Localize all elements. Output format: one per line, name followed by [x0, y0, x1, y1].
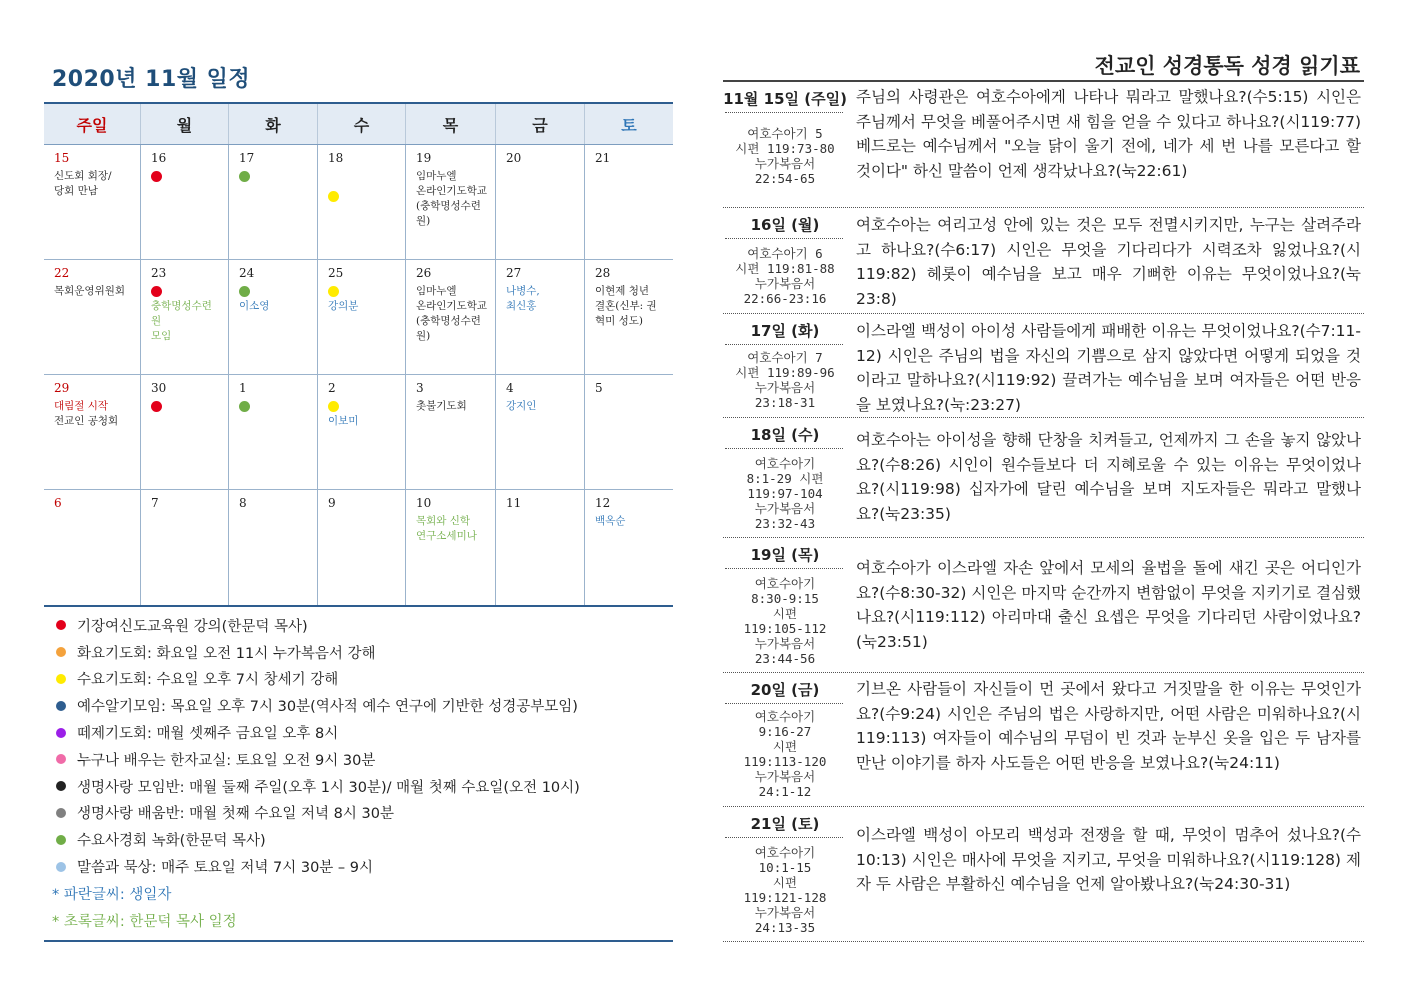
day-number: 8 — [239, 496, 247, 510]
calendar-day-cell — [228, 260, 317, 374]
day-event-text: 전교인 공청회 — [54, 415, 119, 427]
reading-row — [723, 418, 1364, 538]
day-event-text: 목회운영위원회 — [54, 285, 126, 297]
reading-date-divider — [725, 238, 843, 239]
calendar-day-cell — [44, 375, 140, 489]
legend-label: 누구나 배우는 한자교실: 토요일 오전 9시 30분 — [77, 752, 376, 769]
calendar-week — [44, 375, 673, 490]
calendar-day-cell — [584, 490, 673, 605]
legend-item — [44, 666, 673, 693]
calendar-day-cell — [44, 145, 140, 259]
reading-questions: 이스라엘 백성이 아이성 사람들에게 패배한 이유는 무엇이었나요?(수7:11-12) 시인은 주님의 법을 자신의 기쁨으로 삼지 않았다면 어떻게 되었을 것이라고 말하나요?(시119:92) 끌려가는 예수님을 보며 여자들은 어떤 반응을 보였나요?(눅:23:27) — [856, 322, 1361, 414]
reading-date-divider — [725, 703, 843, 704]
day-number: 24 — [239, 266, 255, 280]
calendar-day-cell — [228, 375, 317, 489]
legend-list — [44, 612, 673, 880]
reading-date: 20일 (금) — [750, 681, 820, 699]
event-dot-icon — [328, 191, 339, 202]
event-dot-icon — [239, 401, 250, 412]
event-dot-icon — [151, 171, 162, 182]
calendar-day-cell — [495, 260, 584, 374]
legend-dot-icon — [56, 620, 66, 630]
day-number: 11 — [506, 496, 522, 510]
calendar-body — [44, 145, 673, 607]
day-number: 4 — [506, 381, 514, 395]
reading-row — [723, 208, 1364, 314]
day-number: 25 — [328, 266, 344, 280]
reading-date: 16일 (월) — [750, 216, 820, 234]
event-dot-icon — [328, 401, 339, 412]
day-number: 1 — [239, 381, 247, 395]
legend-dot-icon — [56, 862, 66, 872]
event-dot-icon — [239, 171, 250, 182]
event-dot-icon — [239, 286, 250, 297]
reading-references: 여호수아기 8:30-9:15 시편 119:105-112 누가복음서 23:44-56 — [743, 576, 827, 666]
calendar-day-cell — [317, 145, 405, 259]
calendar-day-cell — [44, 260, 140, 374]
legend-note-pastor: * 초록글씨: 한문덕 목사 일정 — [52, 913, 237, 930]
day-number: 29 — [54, 381, 70, 395]
calendar-day-cell — [584, 375, 673, 489]
reading-date-divider — [725, 112, 843, 113]
reading-questions: 여호수아가 이스라엘 자손 앞에서 모세의 율법을 돌에 새긴 곳은 어디인가요?(수8:30-32) 시인은 마지막 순간까지 변함없이 무엇을 지키기로 결심했나요?(시119:112) 아리마대 출신 요셉은 무엇을 기다리던 사람이었나요?(눅23:51) — [856, 559, 1361, 651]
legend-dot-icon — [56, 808, 66, 818]
legend-item — [44, 692, 673, 719]
calendar-day-cell — [495, 375, 584, 489]
legend-item — [44, 719, 673, 746]
reading-date-divider — [725, 448, 843, 449]
day-event-text: 강지인 — [506, 400, 537, 412]
calendar-day-cell — [495, 490, 584, 605]
legend-item — [44, 746, 673, 773]
legend-item — [44, 800, 673, 827]
calendar-day-cell — [405, 375, 495, 489]
day-event-text: 강의분 — [328, 300, 359, 312]
event-dot-icon — [151, 286, 162, 297]
day-number: 12 — [595, 496, 611, 510]
reading-questions: 기브온 사람들이 자신들이 먼 곳에서 왔다고 거짓말을 한 이유는 무엇인가요?(수9:24) 시인은 주님의 법은 사랑하지만, 어떤 사람은 미워하나요?(시119:113) 여자들이 예수님의 무덤이 빈 것과 눈부신 옷을 입은 두 남자를 만난 이야기를 하자 사도들은 어떤 반응을 보였나요?(눅24:11) — [856, 680, 1361, 772]
reading-date: 19일 (목) — [750, 546, 820, 564]
calendar-day-cell — [405, 145, 495, 259]
reading-questions: 주님의 사령관은 여호수아에게 나타나 뭐라고 말했나요?(수5:15) 시인은 주님께서 무엇을 베풀어주시면 새 힘을 얻을 수 있다고 하나요?(시119:77) 베드로는 예수님께서 "오늘 닭이 울기 전에, 네가 세 번 나를 모른다고 할 것이다" 하신 말씀이 언제 생각났나요?(눅22:61) — [856, 88, 1361, 180]
calendar-day-cell — [44, 490, 140, 605]
calendar-day-cell — [495, 145, 584, 259]
calendar-day-cell — [317, 490, 405, 605]
legend-label: 수요기도회: 수요일 오후 7시 창세기 강해 — [77, 672, 339, 689]
calendar-day-cell — [140, 145, 228, 259]
calendar-day-cell — [228, 490, 317, 605]
reading-references: 여호수아기 9:16-27 시편 119:113-120 누가복음서 24:1-12 — [743, 709, 827, 799]
legend-label: 생명사랑 배움반: 매월 첫째 수요일 저녁 8시 30분 — [77, 806, 394, 823]
legend-dot-icon — [56, 835, 66, 845]
day-number: 6 — [54, 496, 62, 510]
weekday-tue: 화 — [228, 104, 317, 144]
day-number: 20 — [506, 151, 522, 165]
reading-references: 여호수아기 10:1-15 시편 119:121-128 누가복음서 24:13-35 — [743, 845, 827, 935]
weekday-wed: 수 — [317, 104, 405, 144]
legend-item — [44, 612, 673, 639]
calendar-day-cell — [317, 375, 405, 489]
calendar-day-cell — [140, 260, 228, 374]
day-number: 21 — [595, 151, 611, 165]
reading-row — [723, 673, 1364, 807]
day-event-text: 임마누엘 온라인기도학교 (충학명성수련원) — [416, 285, 488, 342]
day-number: 9 — [328, 496, 336, 510]
legend-dot-icon — [56, 701, 66, 711]
legend-dot-icon — [56, 781, 66, 791]
day-event-text: 신도회 회장/ 당회 만남 — [54, 170, 112, 197]
legend-label: 화요기도회: 화요일 오전 11시 누가복음서 강해 — [77, 645, 376, 662]
weekday-fri: 금 — [495, 104, 584, 144]
reading-row — [723, 82, 1364, 208]
reading-date: 17일 (화) — [750, 322, 820, 340]
reading-questions: 여호수아는 아이성을 향해 단창을 치켜들고, 언제까지 그 손을 놓지 않았나요?(수8:26) 시인이 원수들보다 더 지혜로울 수 있는 이유는 무엇이었나요?(시119:98) 십자가에 달린 예수님을 보며 지도자들은 뭐라고 말했나요?(눅23:35) — [856, 431, 1361, 523]
schedule-legend — [44, 612, 673, 934]
day-number: 5 — [595, 381, 603, 395]
legend-label: 기장여신도교육원 강의(한문덕 목사) — [77, 618, 308, 635]
day-number: 16 — [151, 151, 167, 165]
day-event-text: 임마누엘 온라인기도학교 (충학명성수련원) — [416, 170, 488, 227]
reading-references: 여호수아기 8:1-29 시편 119:97-104 누가복음서 23:32-43 — [746, 456, 824, 531]
day-number: 22 — [54, 266, 70, 280]
reading-references: 여호수아기 7 시편 119:89-96 누가복음서 23:18-31 — [735, 350, 835, 410]
legend-label: 떼제기도회: 매월 셋째주 금요일 오후 8시 — [77, 726, 339, 743]
day-event-text: 이소영 — [239, 300, 270, 312]
day-event-text: 대림절 시작 — [54, 400, 109, 412]
day-number: 26 — [416, 266, 432, 280]
reading-date: 21일 (토) — [750, 815, 820, 833]
legend-dot-icon — [56, 754, 66, 764]
reading-row — [723, 314, 1364, 418]
day-event-text: 백옥순 — [595, 515, 626, 527]
day-number: 10 — [416, 496, 432, 510]
day-number: 2 — [328, 381, 336, 395]
legend-bottom-rule — [44, 940, 673, 942]
reading-references: 여호수아기 5 시편 119:73-80 누가복음서 22:54-65 — [735, 126, 835, 186]
legend-label: 예수알기모임: 목요일 오후 7시 30분(역사적 예수 연구에 기반한 성경공부모임) — [77, 699, 578, 716]
weekday-thu: 목 — [405, 104, 495, 144]
legend-note-birthday: * 파란글씨: 생일자 — [52, 886, 172, 903]
calendar-day-cell — [584, 260, 673, 374]
legend-dot-icon — [56, 647, 66, 657]
reading-date-divider — [725, 837, 843, 838]
reading-date-divider — [725, 568, 843, 569]
reading-date-divider — [725, 344, 843, 345]
reading-row — [723, 538, 1364, 673]
day-event-text: 촛불기도회 — [416, 400, 467, 412]
day-number: 17 — [239, 151, 255, 165]
calendar-day-cell — [140, 490, 228, 605]
day-number: 27 — [506, 266, 522, 280]
day-event-text: 충학명성수련원 모임 — [151, 300, 212, 342]
day-event-text: 이현제 청년 결혼(신부: 권 혁미 성도) — [595, 285, 657, 327]
weekday-sat: 토 — [584, 104, 673, 144]
weekday-mon: 월 — [140, 104, 228, 144]
calendar-week — [44, 490, 673, 607]
calendar-day-cell — [140, 375, 228, 489]
calendar-week — [44, 260, 673, 375]
day-event-text: 목회와 신학 연구소세미나 — [416, 515, 477, 542]
day-number: 19 — [416, 151, 432, 165]
reading-date: 11월 15일 (주일) — [723, 90, 847, 108]
day-number: 3 — [416, 381, 424, 395]
reading-questions: 여호수아는 여리고성 안에 있는 것은 모두 전멸시키지만, 누구는 살려주라고 하나요?(수6:17) 시인은 무엇을 기다리다가 시력조차 잃었나요?(시119:82) 헤롯이 예수님을 보고 매우 기뻐한 이유는 무엇이었나요?(눅23:8) — [856, 216, 1361, 308]
day-number: 23 — [151, 266, 167, 280]
reading-date: 18일 (수) — [750, 426, 820, 444]
legend-item — [44, 826, 673, 853]
reading-title: 전교인 성경통독 성경 읽기표 — [1094, 54, 1360, 78]
calendar-day-cell — [405, 260, 495, 374]
calendar-day-cell — [584, 145, 673, 259]
legend-item — [44, 853, 673, 880]
calendar-day-cell — [317, 260, 405, 374]
reading-row — [723, 807, 1364, 942]
day-number: 15 — [54, 151, 70, 165]
day-number: 30 — [151, 381, 167, 395]
weekday-sun: 주일 — [76, 115, 108, 135]
legend-label: 생명사랑 모임반: 매월 둘째 주일(오후 1시 30분)/ 매월 첫째 수요일(오전 10시) — [77, 779, 580, 796]
day-number: 28 — [595, 266, 611, 280]
day-event-text: 나병수, 최신홍 — [506, 285, 540, 312]
reading-questions: 이스라엘 백성이 아모리 백성과 전쟁을 할 때, 무엇이 멈추어 섰나요?(수10:13) 시인은 매사에 무엇을 지키고, 무엇을 미워하나요?(시119:128) 제자 두 사람은 부활하신 예수님을 언제 알아봤나요?(눅24:30-31) — [856, 826, 1361, 893]
calendar-day-cell — [405, 490, 495, 605]
legend-dot-icon — [56, 674, 66, 684]
reading-references: 여호수아기 6 시편 119:81-88 누가복음서 22:66-23:16 — [735, 246, 835, 306]
legend-item — [44, 773, 673, 800]
calendar-day-cell — [228, 145, 317, 259]
event-dot-icon — [328, 286, 339, 297]
legend-dot-icon — [56, 728, 66, 738]
legend-label: 말씀과 묵상: 매주 토요일 저녁 7시 30분 – 9시 — [77, 860, 374, 877]
day-event-text: 이보미 — [328, 415, 359, 427]
calendar-weekday-header — [44, 104, 673, 145]
legend-label: 수요사경회 녹화(한문덕 목사) — [77, 833, 266, 850]
calendar-week — [44, 145, 673, 260]
calendar-grid — [44, 102, 673, 607]
day-number: 18 — [328, 151, 344, 165]
day-number: 7 — [151, 496, 159, 510]
event-dot-icon — [151, 401, 162, 412]
legend-item — [44, 639, 673, 666]
calendar-title: 2020년 11월 일정 — [52, 67, 251, 92]
